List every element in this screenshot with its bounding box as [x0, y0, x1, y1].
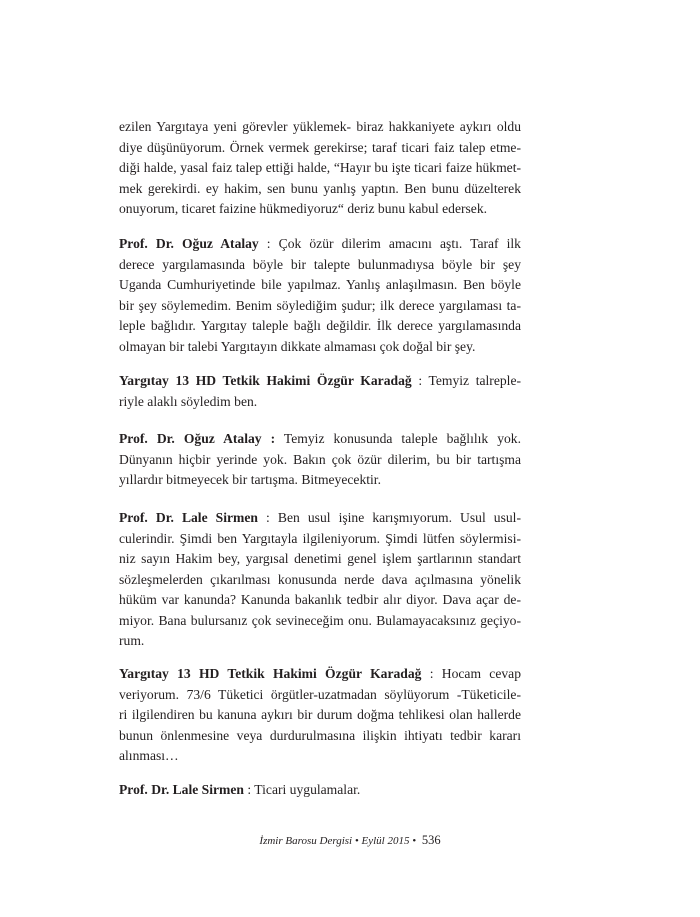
speech-text: : Ticari uygulamalar. — [243, 782, 361, 797]
speaker-name: Yargıtay 13 HD Tetkik Hakimi Özgür Karadağ — [119, 373, 412, 388]
text-line: niz sayın Hakim bey, yargısal denetimi genel işlem şartlarının standart — [119, 551, 521, 566]
text-line: riyle alaklı söyledim ben. — [119, 393, 258, 409]
footer-separator: • — [354, 835, 359, 847]
speaker-name: Prof. Dr. Oğuz Atalay : — [119, 431, 276, 446]
paragraph-oguz-atalay-1 — [119, 234, 521, 357]
text-line: bunun önlenmesine veya durdurulmasına ilişkin ihtiyatı tedbir kararı — [119, 727, 521, 743]
speaker-name: Prof. Dr. Lale Sirmen — [119, 510, 258, 525]
text-line: onuyorum, ticaret faizine hükmediyoruz“ deriz bunu kabul edersek. — [119, 201, 488, 216]
speech-text: : Temyiz talreple- — [411, 373, 522, 388]
text-line: ezilen Yargıtaya yeni görevler yüklemek- biraz hakkaniyete aykırı oldu — [119, 119, 521, 134]
paragraph-lale-sirmen-1 — [119, 508, 521, 652]
text-line: Dünyanın hiçbir yerinde yok. Bakın çok özür dilerim, bu bir tartışma — [119, 451, 521, 467]
journal-name: İzmir Barosu Dergisi — [259, 835, 353, 847]
text-line — [119, 780, 521, 801]
text-line: diye düşünüyorum. Örnek vermek gerekirse; taraf ticari faiz talep etme- — [119, 139, 521, 155]
text-line: miyor. Bana bulursanız çok sevineceğim onu. Bulamayacaksınız geçiyo- — [119, 612, 521, 628]
text-line: rum. — [119, 633, 145, 648]
page-footer — [0, 833, 700, 848]
paragraph-ozgur-karadag-1 — [119, 371, 521, 412]
text-line: hüküm var kanunda? Kanunda bakanlık tedbir alır diyor. Dava açar de- — [119, 592, 521, 607]
page-number: 536 — [421, 833, 441, 847]
text-line: sözleşmelerden çıkarılması konusunda nerde dava açılmasına yönelik — [119, 571, 521, 587]
text-line: Uganda Cumhuriyetinde bile yapılmaz. Yanlış anlaşılmasın. Ben böyle — [119, 277, 521, 292]
speaker-name: Prof. Dr. Oğuz Atalay — [119, 236, 259, 251]
text-line: yıllardır bitmeyecek bir tartışma. Bitmeyecektir. — [119, 472, 381, 487]
text-line — [119, 371, 521, 392]
text-line: olmayan bir talebi Yargıtayın dikkate almaması çok doğal bir şey. — [119, 338, 476, 354]
speech-text: Temyiz konusunda taleple bağlılık yok. — [275, 431, 521, 446]
speaker-name: Yargıtay 13 HD Tetkik Hakimi Özgür Karadağ — [119, 666, 422, 681]
footer-separator: • — [412, 835, 417, 847]
text-line: alınması… — [119, 748, 179, 763]
text-line: culerindir. Şimdi ben Yargıtayla ilgileniyorum. Şimdi lütfen söylermisi- — [119, 530, 521, 546]
paragraph-ozgur-karadag-2 — [119, 664, 521, 767]
text-line: diği halde, yasal faiz talep ettiği halde, “Hayır bu işte ticari faize hükmet- — [119, 160, 521, 175]
text-line: leple bağlıdır. Yargıtay taleple bağlı değildir. İlk derece yargılamasında — [119, 318, 521, 333]
speech-text: : Ben usul işine karışmıyorum. Usul usul- — [257, 510, 521, 525]
text-line — [119, 429, 521, 450]
text-line: bir şey söylemedim. Benim söylediğim şudur; ilk derece yargılaması ta- — [119, 297, 521, 313]
text-line: ri ilgilendiren bu kanuna aykırı bir durum doğma tehlikesi olan hallerde — [119, 707, 521, 722]
speaker-name: Prof. Dr. Lale Sirmen — [119, 782, 244, 797]
text-line: derece yargılamasında böyle bir talepte bulunmadıysa böyle bir şey — [119, 256, 521, 272]
text-line: mek gerekirdi. ey hakim, sen bunu yanlış yaptın. Ben bunu düzelterek — [119, 180, 521, 196]
paragraph-continuation — [119, 117, 521, 220]
text-line — [119, 664, 521, 685]
text-line: veriyorum. 73/6 Tüketici örgütler-uzatmadan söylüyorum -Tüketicile- — [119, 686, 521, 702]
issue-date: Eylül 2015 — [361, 835, 410, 847]
paragraph-lale-sirmen-2 — [119, 780, 521, 801]
paragraph-oguz-atalay-2 — [119, 429, 521, 491]
text-line — [119, 234, 521, 255]
text-line — [119, 508, 521, 529]
speech-text: : Hocam cevap — [421, 666, 521, 681]
speech-text: : Çok özür dilerim amacını aştı. Taraf ilk — [258, 236, 521, 251]
